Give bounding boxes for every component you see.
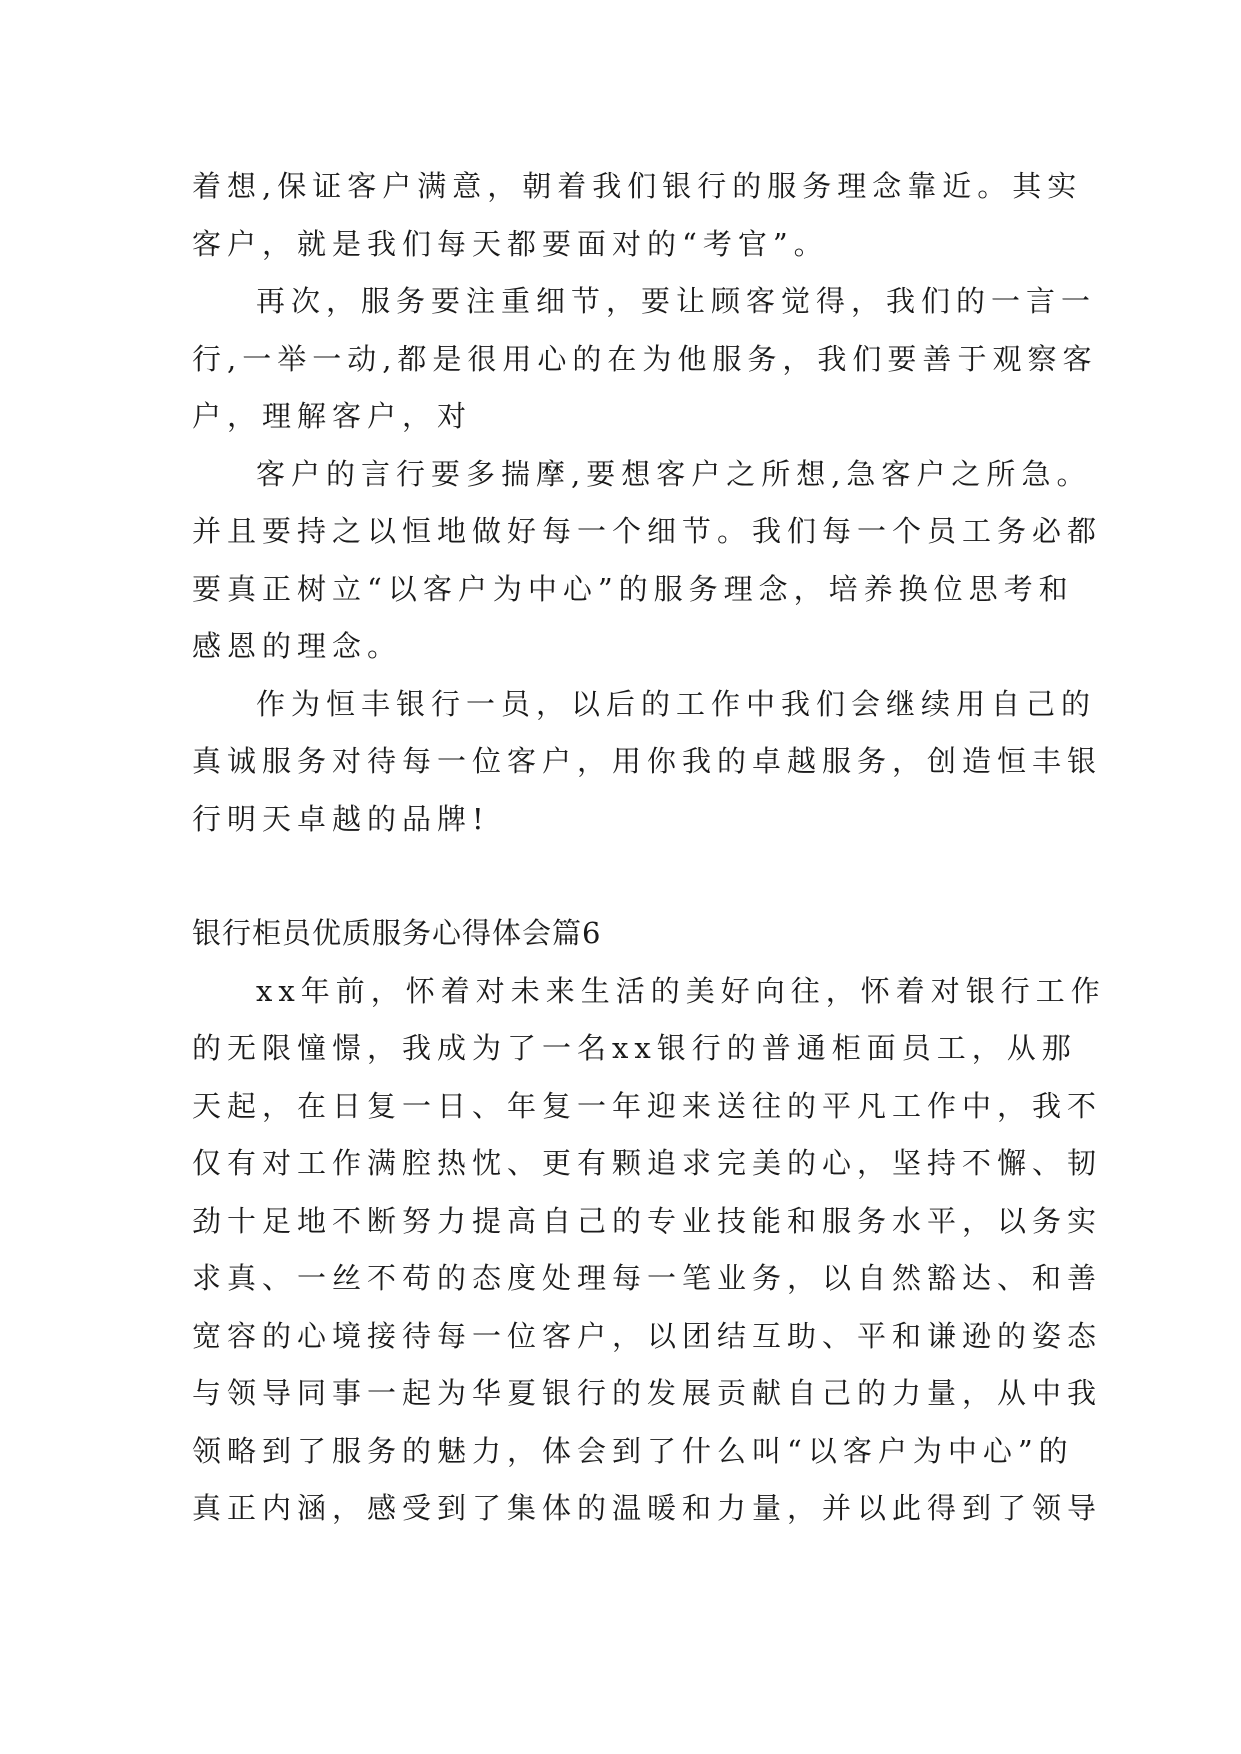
paragraph-3	[192, 446, 1103, 676]
text-line: 行,一举一动,都是很用心的在为他服务，我们要善于观察客	[192, 341, 1098, 376]
text-line: 宽容的心境接待每一位客户，以团结互助、平和谦逊的姿态	[192, 1318, 1103, 1353]
text-line: 的无限憧憬，我成为了一名xx银行的普通柜面员工，从那	[192, 1031, 1077, 1065]
text-line: 行明天卓越的品牌!	[192, 801, 490, 836]
text-line: 领略到了服务的魅力，体会到了什么叫“以客户为中心”的	[192, 1433, 1074, 1468]
paragraph-4	[192, 676, 1103, 849]
paragraph-2	[192, 273, 1098, 446]
paragraph-1	[192, 158, 1083, 273]
text-line: 作为恒丰银行一员，以后的工作中我们会继续用自己的	[256, 686, 1097, 721]
paragraph-5	[192, 963, 1106, 1538]
text-line: 真诚服务对待每一位客户，用你我的卓越服务，创造恒丰银	[192, 744, 1103, 778]
text-line: 着想,保证客户满意，朝着我们银行的服务理念靠近。其实	[192, 169, 1083, 203]
text-line: 求真、一丝不苟的态度处理每一笔业务，以自然豁达、和善	[192, 1261, 1103, 1295]
text-line: 感恩的理念。	[192, 629, 403, 663]
text-line: 再次，服务要注重细节，要让顾客觉得，我们的一言一	[256, 284, 1097, 318]
text-line: 客户，就是我们每天都要面对的“考官”。	[192, 226, 829, 261]
text-line: 客户的言行要多揣摩,要想客户之所想,急客户之所急。	[256, 456, 1092, 491]
text-line: 并且要持之以恒地做好每一个细节。我们每一个员工务必都	[192, 514, 1103, 548]
text-line: 户，理解客户，对	[192, 399, 473, 433]
text-line: 劲十足地不断努力提高自己的专业技能和服务水平，以务实	[192, 1203, 1103, 1238]
text-line: 仅有对工作满腔热忱、更有颗追求完美的心，坚持不懈、韧	[192, 1146, 1103, 1180]
document-body	[192, 158, 1106, 1538]
text-line: 真正内涵，感受到了集体的温暖和力量，并以此得到了领导	[192, 1491, 1103, 1525]
text-line: 要真正树立“以客户为中心”的服务理念，培养换位思考和	[192, 571, 1074, 606]
text-line: 与领导同事一起为华夏银行的发展贡献自己的力量，从中我	[192, 1376, 1103, 1410]
section-heading: 银行柜员优质服务心得体会篇6	[192, 916, 602, 950]
text-line: xx年前，怀着对未来生活的美好向往，怀着对银行工作	[256, 973, 1106, 1008]
text-line: 天起，在日复一日、年复一年迎来送往的平凡工作中，我不	[192, 1088, 1103, 1123]
